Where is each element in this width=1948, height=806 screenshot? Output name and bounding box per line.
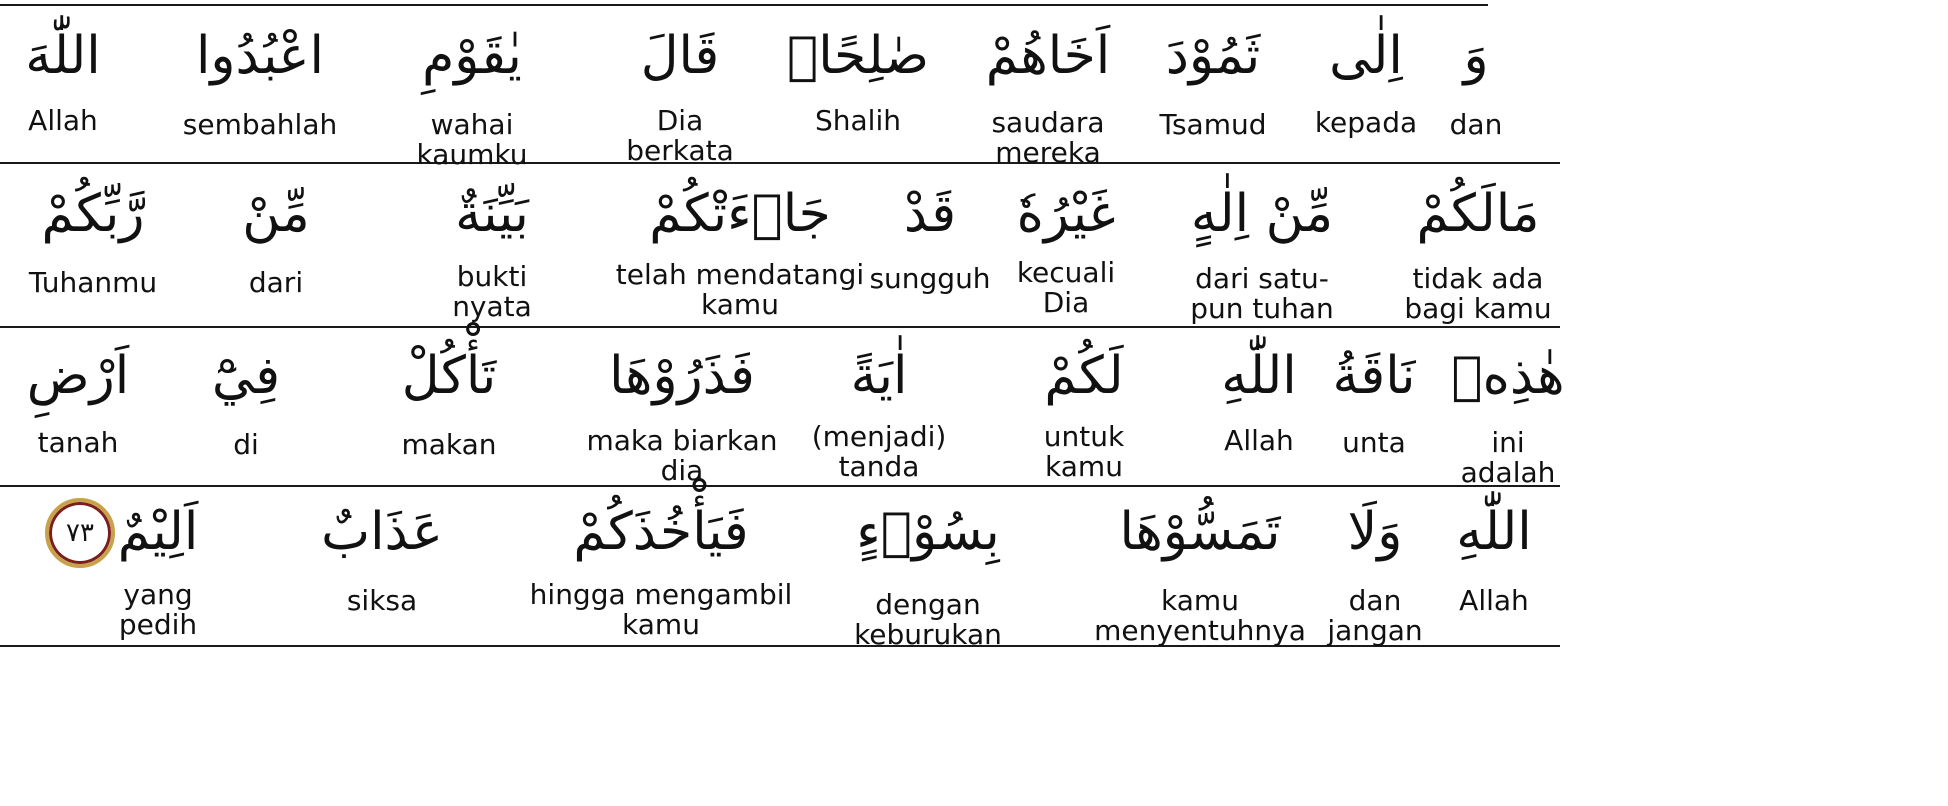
word-block xyxy=(1404,184,1552,325)
word-block xyxy=(25,26,101,137)
translation: berkata xyxy=(626,134,734,167)
translation: nyata xyxy=(452,290,532,323)
translation: dari satu- xyxy=(1195,262,1329,295)
top-rule xyxy=(0,4,1488,6)
word-block xyxy=(182,26,338,141)
translation: Dia xyxy=(1042,286,1090,319)
word-block xyxy=(211,346,281,461)
translation: kamu xyxy=(1045,450,1123,483)
translation: dengan xyxy=(875,588,981,621)
arabic-word: اٰيَةً xyxy=(850,346,908,406)
arabic-word: ثَمُوْدَ xyxy=(1165,26,1261,86)
word-block xyxy=(1327,502,1423,647)
word-block xyxy=(586,346,778,487)
translation: menyentuhnya xyxy=(1094,614,1306,647)
translation: telah mendatangi xyxy=(615,258,865,291)
word-block xyxy=(787,26,929,137)
arabic-word: اِلٰى xyxy=(1329,26,1403,86)
translation: Tuhanmu xyxy=(28,266,158,299)
arabic-word: مِّنْ xyxy=(242,184,310,244)
translation: pun tuhan xyxy=(1190,292,1334,325)
translation: bagi kamu xyxy=(1404,292,1552,325)
arabic-word: مَالَكُمْ xyxy=(1416,184,1540,244)
translation: bukti xyxy=(456,260,528,293)
bottom-rule xyxy=(0,645,1560,647)
word-block xyxy=(1016,184,1116,319)
translation: siksa xyxy=(346,584,418,617)
arabic-word: غَيْرُهٗ xyxy=(1016,184,1116,244)
translation: Allah xyxy=(28,104,98,137)
word-block xyxy=(1456,502,1532,617)
translation: (menjadi) xyxy=(811,420,947,453)
arabic-word: فَذَرُوْهَا xyxy=(609,346,755,406)
translation: adalah xyxy=(1460,456,1556,489)
translation: makan xyxy=(401,428,497,461)
arabic-word: بَيِّنَةٌ xyxy=(455,184,529,244)
row-divider xyxy=(0,485,1560,487)
word-block xyxy=(416,26,528,171)
arabic-word: اللّٰهِ xyxy=(1456,502,1532,562)
word-block xyxy=(615,184,865,321)
translation: hingga mengambil xyxy=(529,578,793,611)
translation: kepada xyxy=(1314,106,1418,139)
translation: yang xyxy=(123,578,193,611)
translation: sungguh xyxy=(869,262,991,295)
word-block xyxy=(401,346,497,461)
word-block xyxy=(1043,346,1125,483)
arabic-word: مِّنْ اِلٰهٍ xyxy=(1190,184,1334,244)
word-block xyxy=(1332,346,1416,459)
word-block xyxy=(1221,346,1297,457)
translation: tidak ada xyxy=(1412,262,1544,295)
word-block xyxy=(1449,26,1503,141)
word-block xyxy=(854,502,1002,651)
word-block xyxy=(626,26,734,167)
arabic-word: قَدْ xyxy=(903,184,957,244)
arabic-word: اللّٰهَ xyxy=(25,26,101,86)
arabic-word: قَالَ xyxy=(640,26,720,86)
arabic-word: جَاۤءَتْكُمْ xyxy=(649,184,831,244)
translation: keburukan xyxy=(854,618,1002,651)
arabic-word: اَخَاهُمْ xyxy=(985,26,1111,86)
translation: mereka xyxy=(995,136,1101,169)
translation: Shalih xyxy=(815,104,901,137)
translation: tanda xyxy=(838,450,920,483)
translation: jangan xyxy=(1327,614,1423,647)
arabic-word: اَرْضِ xyxy=(26,346,130,406)
translation: Allah xyxy=(1224,424,1294,457)
translation: unta xyxy=(1342,426,1406,459)
word-block xyxy=(1094,502,1306,647)
word-block xyxy=(1314,26,1418,139)
word-block xyxy=(1451,346,1565,489)
arabic-word: يٰقَوْمِ xyxy=(422,26,522,86)
arabic-word: صٰلِحًاۘ xyxy=(787,26,929,86)
translation: Tsamud xyxy=(1159,108,1267,141)
arabic-word: عَذَابٌ xyxy=(321,502,443,562)
arabic-word: اَلِيْمٌ xyxy=(117,502,199,562)
translation: kecuali xyxy=(1016,256,1116,289)
word-block xyxy=(28,184,158,299)
arabic-word: نَاقَةُ xyxy=(1332,346,1416,406)
word-block xyxy=(321,502,443,617)
arabic-word: اعْبُدُوا xyxy=(195,26,325,86)
arabic-word: لَكُمْ xyxy=(1044,346,1124,406)
word-block xyxy=(26,346,130,459)
word-block xyxy=(242,184,310,299)
translation: wahai xyxy=(430,108,514,141)
translation: tanah xyxy=(37,426,119,459)
translation: kaumku xyxy=(416,138,528,171)
word-block xyxy=(869,184,991,295)
translation: saudara xyxy=(991,106,1105,139)
arabic-word: تَأْكُلْ xyxy=(401,346,497,406)
arabic-word: بِسُوْۤءٍ xyxy=(856,502,1000,562)
arabic-word: وَ xyxy=(1463,26,1489,86)
translation: Allah xyxy=(1459,584,1529,617)
row-divider xyxy=(0,162,1560,164)
word-block xyxy=(1159,26,1267,141)
arabic-word: تَمَسُّوْهَا xyxy=(1119,502,1281,562)
word-block xyxy=(1190,184,1334,325)
translation: untuk xyxy=(1043,420,1125,453)
translation: ini xyxy=(1491,426,1525,459)
translation: di xyxy=(233,428,259,461)
translation: dari xyxy=(248,266,304,299)
arabic-word: وَلَا xyxy=(1347,502,1403,562)
row-divider xyxy=(0,326,1560,328)
word-block xyxy=(117,502,199,641)
translation: dia xyxy=(660,454,704,487)
translation: sembahlah xyxy=(182,108,338,141)
translation: kamu xyxy=(622,608,700,641)
translation: pedih xyxy=(118,608,198,641)
arabic-word: فَيَأْخُذَكُمْ xyxy=(573,502,749,562)
translation: kamu xyxy=(1161,584,1239,617)
translation: maka biarkan xyxy=(586,424,778,457)
translation: kamu xyxy=(701,288,779,321)
translation: Dia xyxy=(656,104,704,137)
translation: dan xyxy=(1348,584,1402,617)
arabic-word: اللّٰهِ xyxy=(1221,346,1297,406)
word-block xyxy=(529,502,793,641)
arabic-word: فِيْٓ xyxy=(211,346,281,406)
arabic-word: رَّبِّكُمْ xyxy=(41,184,145,244)
ayah-number: ٧٣ xyxy=(66,518,94,548)
ayah-number-marker xyxy=(45,498,115,568)
word-block xyxy=(811,346,947,483)
word-block xyxy=(452,184,532,323)
word-block xyxy=(985,26,1111,169)
arabic-word: هٰذِهٖ xyxy=(1451,346,1565,406)
translation: dan xyxy=(1449,108,1503,141)
